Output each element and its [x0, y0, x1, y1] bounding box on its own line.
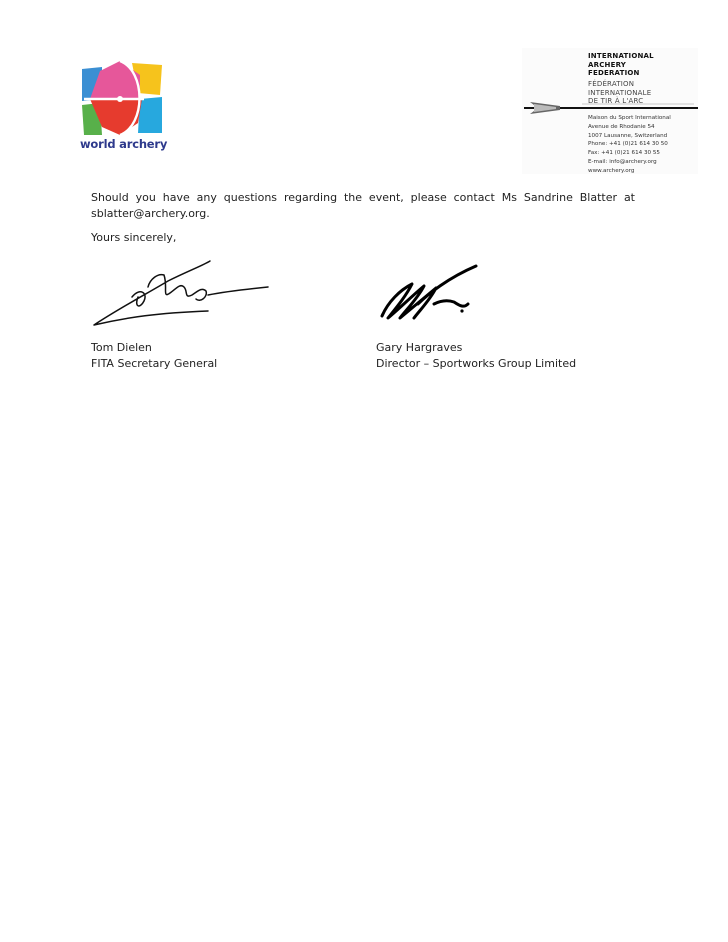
logo-wordmark: world archery	[80, 137, 168, 151]
letterhead-org-name-fr: FÉDÉRATION INTERNATIONALE DE TIR À L'ARC	[588, 80, 652, 106]
signatory-right	[376, 340, 576, 371]
letterhead	[522, 48, 698, 174]
signature-right	[378, 264, 488, 324]
signatory-title: Director – Sportworks Group Limited	[376, 356, 577, 370]
signatory-name: Gary Hargraves	[376, 341, 463, 354]
contact-paragraph: Should you have any questions regarding the event, please contact Ms Sandrine Blatter at sblatter@archery.org.	[91, 191, 635, 220]
closing-line: Yours sincerely,	[91, 231, 177, 244]
signatory-name: Tom Dielen	[91, 341, 152, 354]
signature-left	[88, 257, 272, 329]
letterhead-org-name: INTERNATIONAL ARCHERY FEDERATION	[588, 52, 654, 78]
signatory-title: FITA Secretary General	[91, 356, 218, 370]
letterhead-address: Maison du Sport International Avenue de Rhodanie 54 1007 Lausanne, Switzerland Phone: +41 (0)21 614 30 50 Fax: +41 (0)21 614 30 55 E-mail: info@archery.org www.archery.org	[588, 115, 671, 174]
signatory-left	[91, 340, 217, 371]
